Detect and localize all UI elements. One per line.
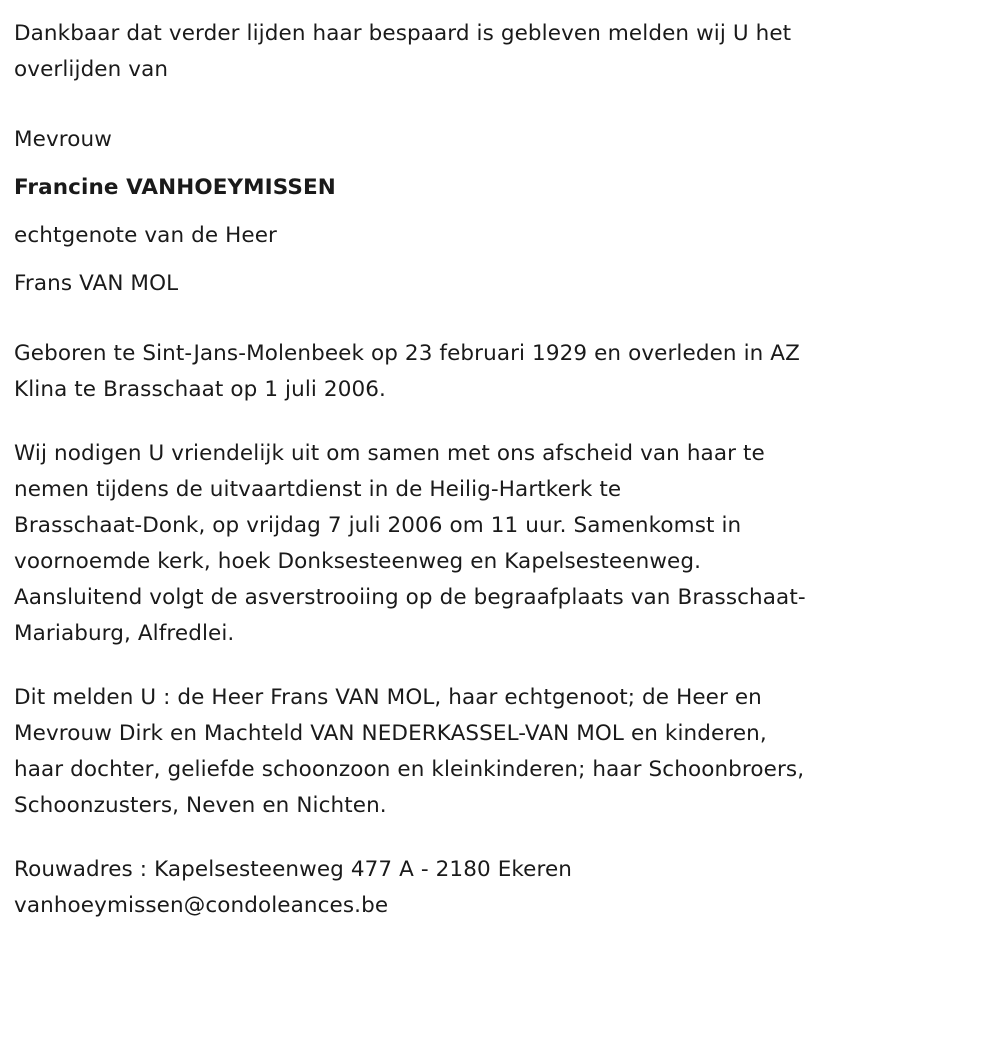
birth-death-paragraph bbox=[14, 336, 960, 408]
deceased-title: Mevrouw bbox=[14, 127, 112, 152]
deceased-block bbox=[14, 116, 960, 308]
spacer-2 bbox=[14, 308, 960, 336]
condolence-email: vanhoeymissen@condoleances.be bbox=[14, 893, 389, 918]
survivors-line-3: haar dochter, geliefde schoonzoon en kleinkinderen; haar Schoonbroers, bbox=[14, 757, 805, 782]
mourning-address-line: Rouwadres : Kapelsesteenweg 477 A - 2180 Ekeren bbox=[14, 857, 573, 882]
spouse-name: Frans VAN MOL bbox=[14, 271, 179, 296]
invitation-line-1: Wij nodigen U vriendelijk uit om samen met ons afscheid van haar te bbox=[14, 441, 765, 466]
invitation-line-4: voornoemde kerk, hoek Donksesteenweg en Kapelsesteenweg. bbox=[14, 549, 702, 574]
survivors-line-1: Dit melden U : de Heer Frans VAN MOL, haar echtgenoot; de Heer en bbox=[14, 685, 762, 710]
invitation-line-6: Mariaburg, Alfredlei. bbox=[14, 621, 235, 646]
survivors-paragraph bbox=[14, 680, 960, 824]
mourning-address-paragraph bbox=[14, 852, 960, 924]
birth-death-line-2: Klina te Brasschaat op 1 juli 2006. bbox=[14, 377, 386, 402]
spacer-3 bbox=[14, 408, 960, 436]
spacer-1 bbox=[14, 88, 960, 116]
invitation-paragraph bbox=[14, 436, 960, 652]
intro-line-1: Dankbaar dat verder lijden haar bespaard is gebleven melden wij U het bbox=[14, 21, 792, 46]
intro-paragraph bbox=[14, 16, 960, 88]
intro-line-2: overlijden van bbox=[14, 57, 169, 82]
survivors-line-2: Mevrouw Dirk en Machteld VAN NEDERKASSEL-VAN MOL en kinderen, bbox=[14, 721, 767, 746]
deceased-relation-label: echtgenote van de Heer bbox=[14, 223, 277, 248]
birth-death-line-1: Geboren te Sint-Jans-Molenbeek op 23 februari 1929 en overleden in AZ bbox=[14, 341, 800, 366]
spacer-4 bbox=[14, 652, 960, 680]
deceased-name: Francine VANHOEYMISSEN bbox=[14, 175, 336, 200]
spacer-5 bbox=[14, 824, 960, 852]
invitation-line-5: Aansluitend volgt de asverstrooiing op de begraafplaats van Brasschaat- bbox=[14, 585, 806, 610]
invitation-line-2: nemen tijdens de uitvaartdienst in de Heilig-Hartkerk te bbox=[14, 477, 622, 502]
invitation-line-3: Brasschaat-Donk, op vrijdag 7 juli 2006 om 11 uur. Samenkomst in bbox=[14, 513, 742, 538]
survivors-line-4: Schoonzusters, Neven en Nichten. bbox=[14, 793, 387, 818]
